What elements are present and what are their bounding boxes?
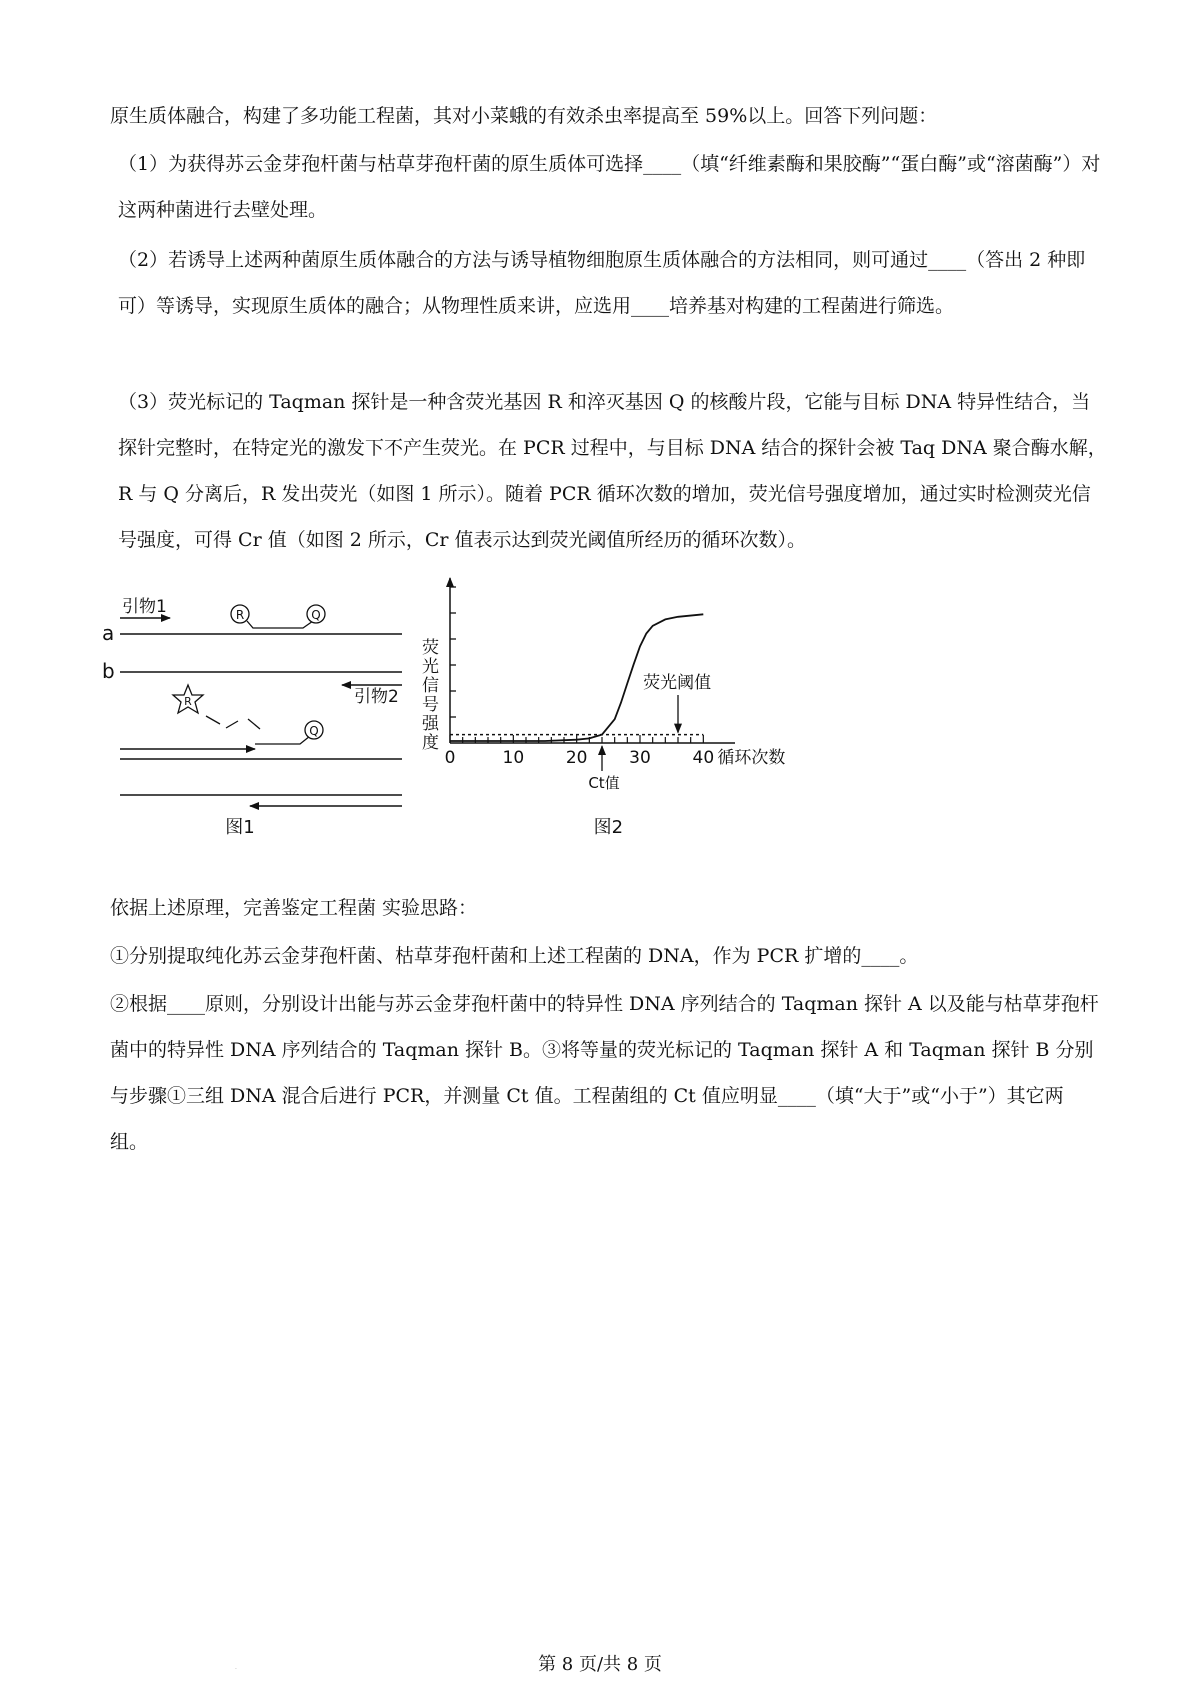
x-tick-label: 10: [502, 748, 525, 768]
reporter-label: R: [235, 608, 245, 622]
experiment-intro: 依据上述原理，完善鉴定工程菌 实验思路：: [110, 897, 478, 919]
figure-svg: [102, 578, 870, 878]
figure-2: [418, 578, 785, 838]
strand-a-label: a: [102, 621, 115, 645]
figures: [102, 578, 870, 878]
ct-label: Ct值: [588, 774, 620, 792]
primer1-label: 引物1: [122, 597, 167, 617]
fragment-2: [226, 721, 238, 728]
question-3: （3）荧光标记的 Taqman 探针是一种含荧光基因 R 和淬灭基因 Q 的核酸片段，它能与目标 DNA 特异性结合，当探针完整时，在特定光的激发下不产生荧光。在 PCR 过程中，与目标 DNA 结合的探针会被 Taq DNA 聚合酶水解，R 与 Q 分离后，R 发出荧光（如图 1 所示）。随着 PCR 循环次数的增加，荧光信号强度增加，通过实时检测荧光信号强度，可得 Cr 值（如图 2 所示，Cr 值表示达到荧光阈值所经历的循环次数）。: [118, 391, 1107, 551]
fragment-1: [206, 716, 220, 724]
x-axis-label: 循环次数: [717, 748, 786, 768]
probe-line: [247, 621, 313, 628]
step-2-3: ②根据____原则，分别设计出能与苏云金芽孢杆菌中的特异性 DNA 序列结合的 Taqman 探针 A 以及能与枯草芽孢杆菌中的特异性 DNA 序列结合的 Taqman 探针 B。③将等量的荧光标记的 Taqman 探针 A 和 Taqman 探针 B 分别与步骤①三组 DNA 混合后进行 PCR，并测量 Ct 值。工程菌组的 Ct 值应明显____（填“大于”或“小于”）其它两组。: [110, 993, 1099, 1153]
quencher-label-2: Q: [309, 724, 319, 738]
figure-1: [102, 597, 402, 838]
y-ticks: [450, 587, 456, 717]
strand-b-label: b: [102, 659, 115, 683]
x-tick-label: 0: [444, 748, 456, 768]
question-2: （2）若诱导上述两种菌原生质体融合的方法与诱导植物细胞原生质体融合的方法相同，则可通过____（答出 2 种即可）等诱导，实现原生质体的融合；从物理性质来讲，应选用____培养基对构建的工程菌进行筛选。: [118, 249, 1086, 317]
remaining-probe-line: [255, 736, 310, 744]
step-1: ①分别提取纯化苏云金芽孢杆菌、枯草芽孢杆菌和上述工程菌的 DNA，作为 PCR 扩增的____。: [110, 945, 919, 967]
star-reporter-label: R: [184, 695, 192, 708]
primer2-label: 引物2: [354, 687, 399, 707]
scan-artifact: ·: [235, 1666, 237, 1673]
threshold-label: 荧光阈值: [643, 673, 712, 693]
y-axis-label: 荧光信号强度: [418, 638, 438, 752]
page-footer: 第 8 页/共 8 页: [538, 1654, 662, 1675]
x-tick-label: 20: [565, 748, 588, 768]
figure1-caption: 图1: [225, 817, 255, 838]
paragraph-intro: 原生质体融合，构建了多功能工程菌，其对小菜蛾的有效杀虫率提高至 59%以上。回答下列问题：: [110, 105, 938, 127]
fragment-3: [248, 719, 260, 729]
figure2-caption: 图2: [593, 817, 624, 838]
quencher-label: Q: [311, 608, 321, 622]
x-tick-label: 30: [629, 748, 651, 768]
x-tick-label: 40: [692, 748, 715, 768]
question-1: （1）为获得苏云金芽孢杆菌与枯草芽孢杆菌的原生质体可选择____（填“纤维素酶和果胶酶”“蛋白酶”或“溶菌酶”）对这两种菌进行去壁处理。: [118, 153, 1101, 221]
